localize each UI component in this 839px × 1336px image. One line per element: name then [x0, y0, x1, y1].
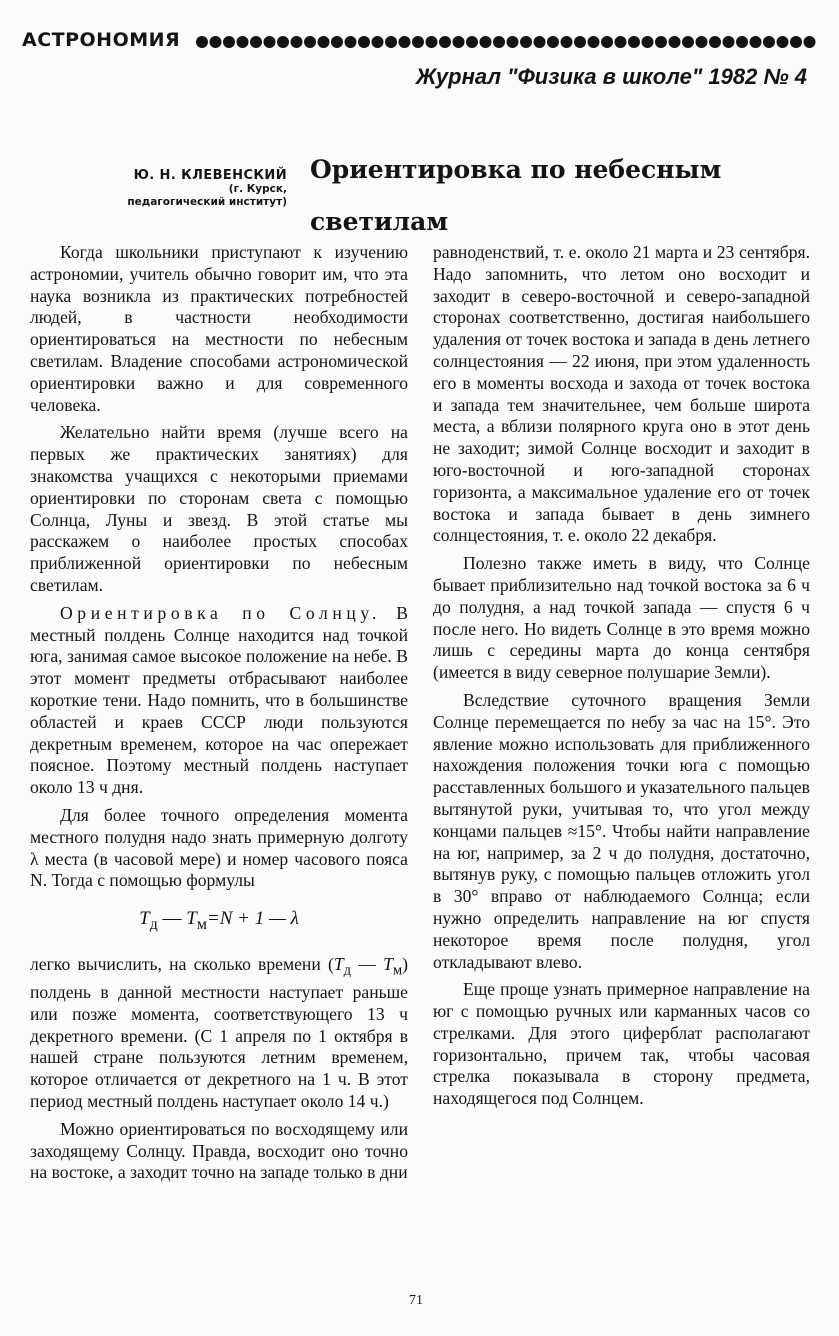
title-line-1: Ориентировка по небесным — [310, 155, 722, 184]
text-column-right — [433, 242, 810, 1110]
paragraph-longitude: Для более точного определения момента местного полудня надо знать примерную долготу λ места (в часовой мере) и номер часового пояса N. Тогда с помощью формулы — [30, 804, 408, 891]
affiliation-institute: педагогический институт) — [127, 196, 287, 208]
page-number: 71 — [409, 1293, 423, 1308]
title-line-2: светилам — [310, 207, 449, 236]
paragraph-east-west: Полезно также иметь в виду, что Солнце бывает приблизительно над точкой востока за 6 ч до полудня, а над точкой запада — спустя 6 ч после него. Но видеть Солнце в это время можно лишь с середины марта до конца сентября (имеется в виду северное полушарие Земли). — [433, 553, 810, 683]
paragraph-hand-method: Вследствие суточного вращения Земли Солнце перемещается по небу за час на 15°. Это явление можно использовать для приближенного нахождения положения точки юга с помощью расставленных большого и указательного пальцев вытянутой руки, учитывая то, что угол между концами пальцев ≈15°. Чтобы найти направление на юг, например, за 2 ч до полудня, достаточно, вытянув руку, с помощью пальцев отложить угол в 30° вправо от наблюдаемого Солнца; если нужно определить направление на юг спустя некоторое время после полудня, угол откладывают влево. — [433, 689, 810, 972]
formula: $T_д$ — $T_м=N + 1$ — λ — [139, 908, 299, 933]
paragraph-equinox: равноденствий, т. е. около 21 марта и 23 сентября. Надо запомнить, что летом оно восходит и заходит в северо-восточной и северо-западной сторонах соответственно, достигая наибольшего удаления от точек востока и запада в день летнего солнцестояния — 22 июня, при этом удаленность его в моменты восхода и захода от точек востока и запада тем значительнее, чем больше широта места, а вблизи полярного круга оно в этот день не заходит; зимой Солнце восходит и заходит в юго-восточной и юго-западной сторонах горизонта, а максимальное удаление его от точек востока и запада бывает в день зимнего солнцестояния, т. е. около 22 декабря. — [433, 242, 810, 546]
subheading-sun: Ориентировка по Солнцу. — [60, 602, 382, 623]
paragraph-sun — [30, 603, 408, 799]
paragraph-sun-text: В местный полдень Солнце находится над точкой юга, занимая самое высокое положение на небе. В этот момент предметы отбрасывают наиболее короткие тени. Надо помнить, что в большинстве областей и краев СССР люди пользуются декретным временем, которое на час опережает поясное. Поэтому местный полдень наступает около 13 ч дня. — [30, 602, 408, 798]
article-title — [310, 144, 730, 248]
section-header — [18, 26, 818, 62]
author-name: Ю. Н. КЛЕВЕНСКИЙ — [133, 168, 287, 183]
journal-citation: Журнал "Физика в школе" 1982 № 4 — [415, 64, 807, 89]
text-column-left — [30, 242, 408, 1184]
paragraph-calc: легко вычислить, на сколько времени ($T_д$ — $T_м$) полдень в данной местности наступает раньше или позже момента, соответствующего 13 ч декретного времени. (С 1 апреля по 1 октября в нашей стране пользуются летним временем, которое отличается от декретного на 1 ч. В этот период местный полдень наступает около 14 ч.) — [30, 953, 409, 1111]
paragraph-watch-method: Еще проще узнать примерное направление на юг с помощью ручных или карманных часов со стрелками. Для этого циферблат располагают горизонтально, причем так, чтобы часовая стрелка показывала в сторону предмета, находящегося под Солнцем. — [433, 979, 810, 1109]
affiliation-city: (г. Курск, — [228, 183, 287, 195]
dotted-rule — [194, 26, 818, 58]
paragraph-intro: Когда школьники приступают к изучению астрономии, учитель обычно говорит им, что эта наука возникла из практических потребностей людей, в частности необходимости ориентироваться на местности по небесным светилам. Владение способами астрономической ориентировки важно и для современного человека. — [30, 242, 408, 415]
section-rubric: АСТРОНОМИЯ — [22, 29, 181, 51]
paragraph-time: Желательно найти время (лучше всего на первых же практических занятиях) для знакомства учащихся с некоторыми приемами ориентировки по сторонам света с помощью Солнца, Луны и звезд. В этой статье мы расскажем о наиболее простых способах приближенной ориентировки по небесным светилам. — [30, 422, 408, 595]
byline — [127, 168, 287, 209]
paragraph-sunrise: Можно ориентироваться по восходящему или заходящему Солнцу. Правда, восходит оно точно на востоке, а заходит точно на западе только в дни — [30, 1118, 408, 1183]
